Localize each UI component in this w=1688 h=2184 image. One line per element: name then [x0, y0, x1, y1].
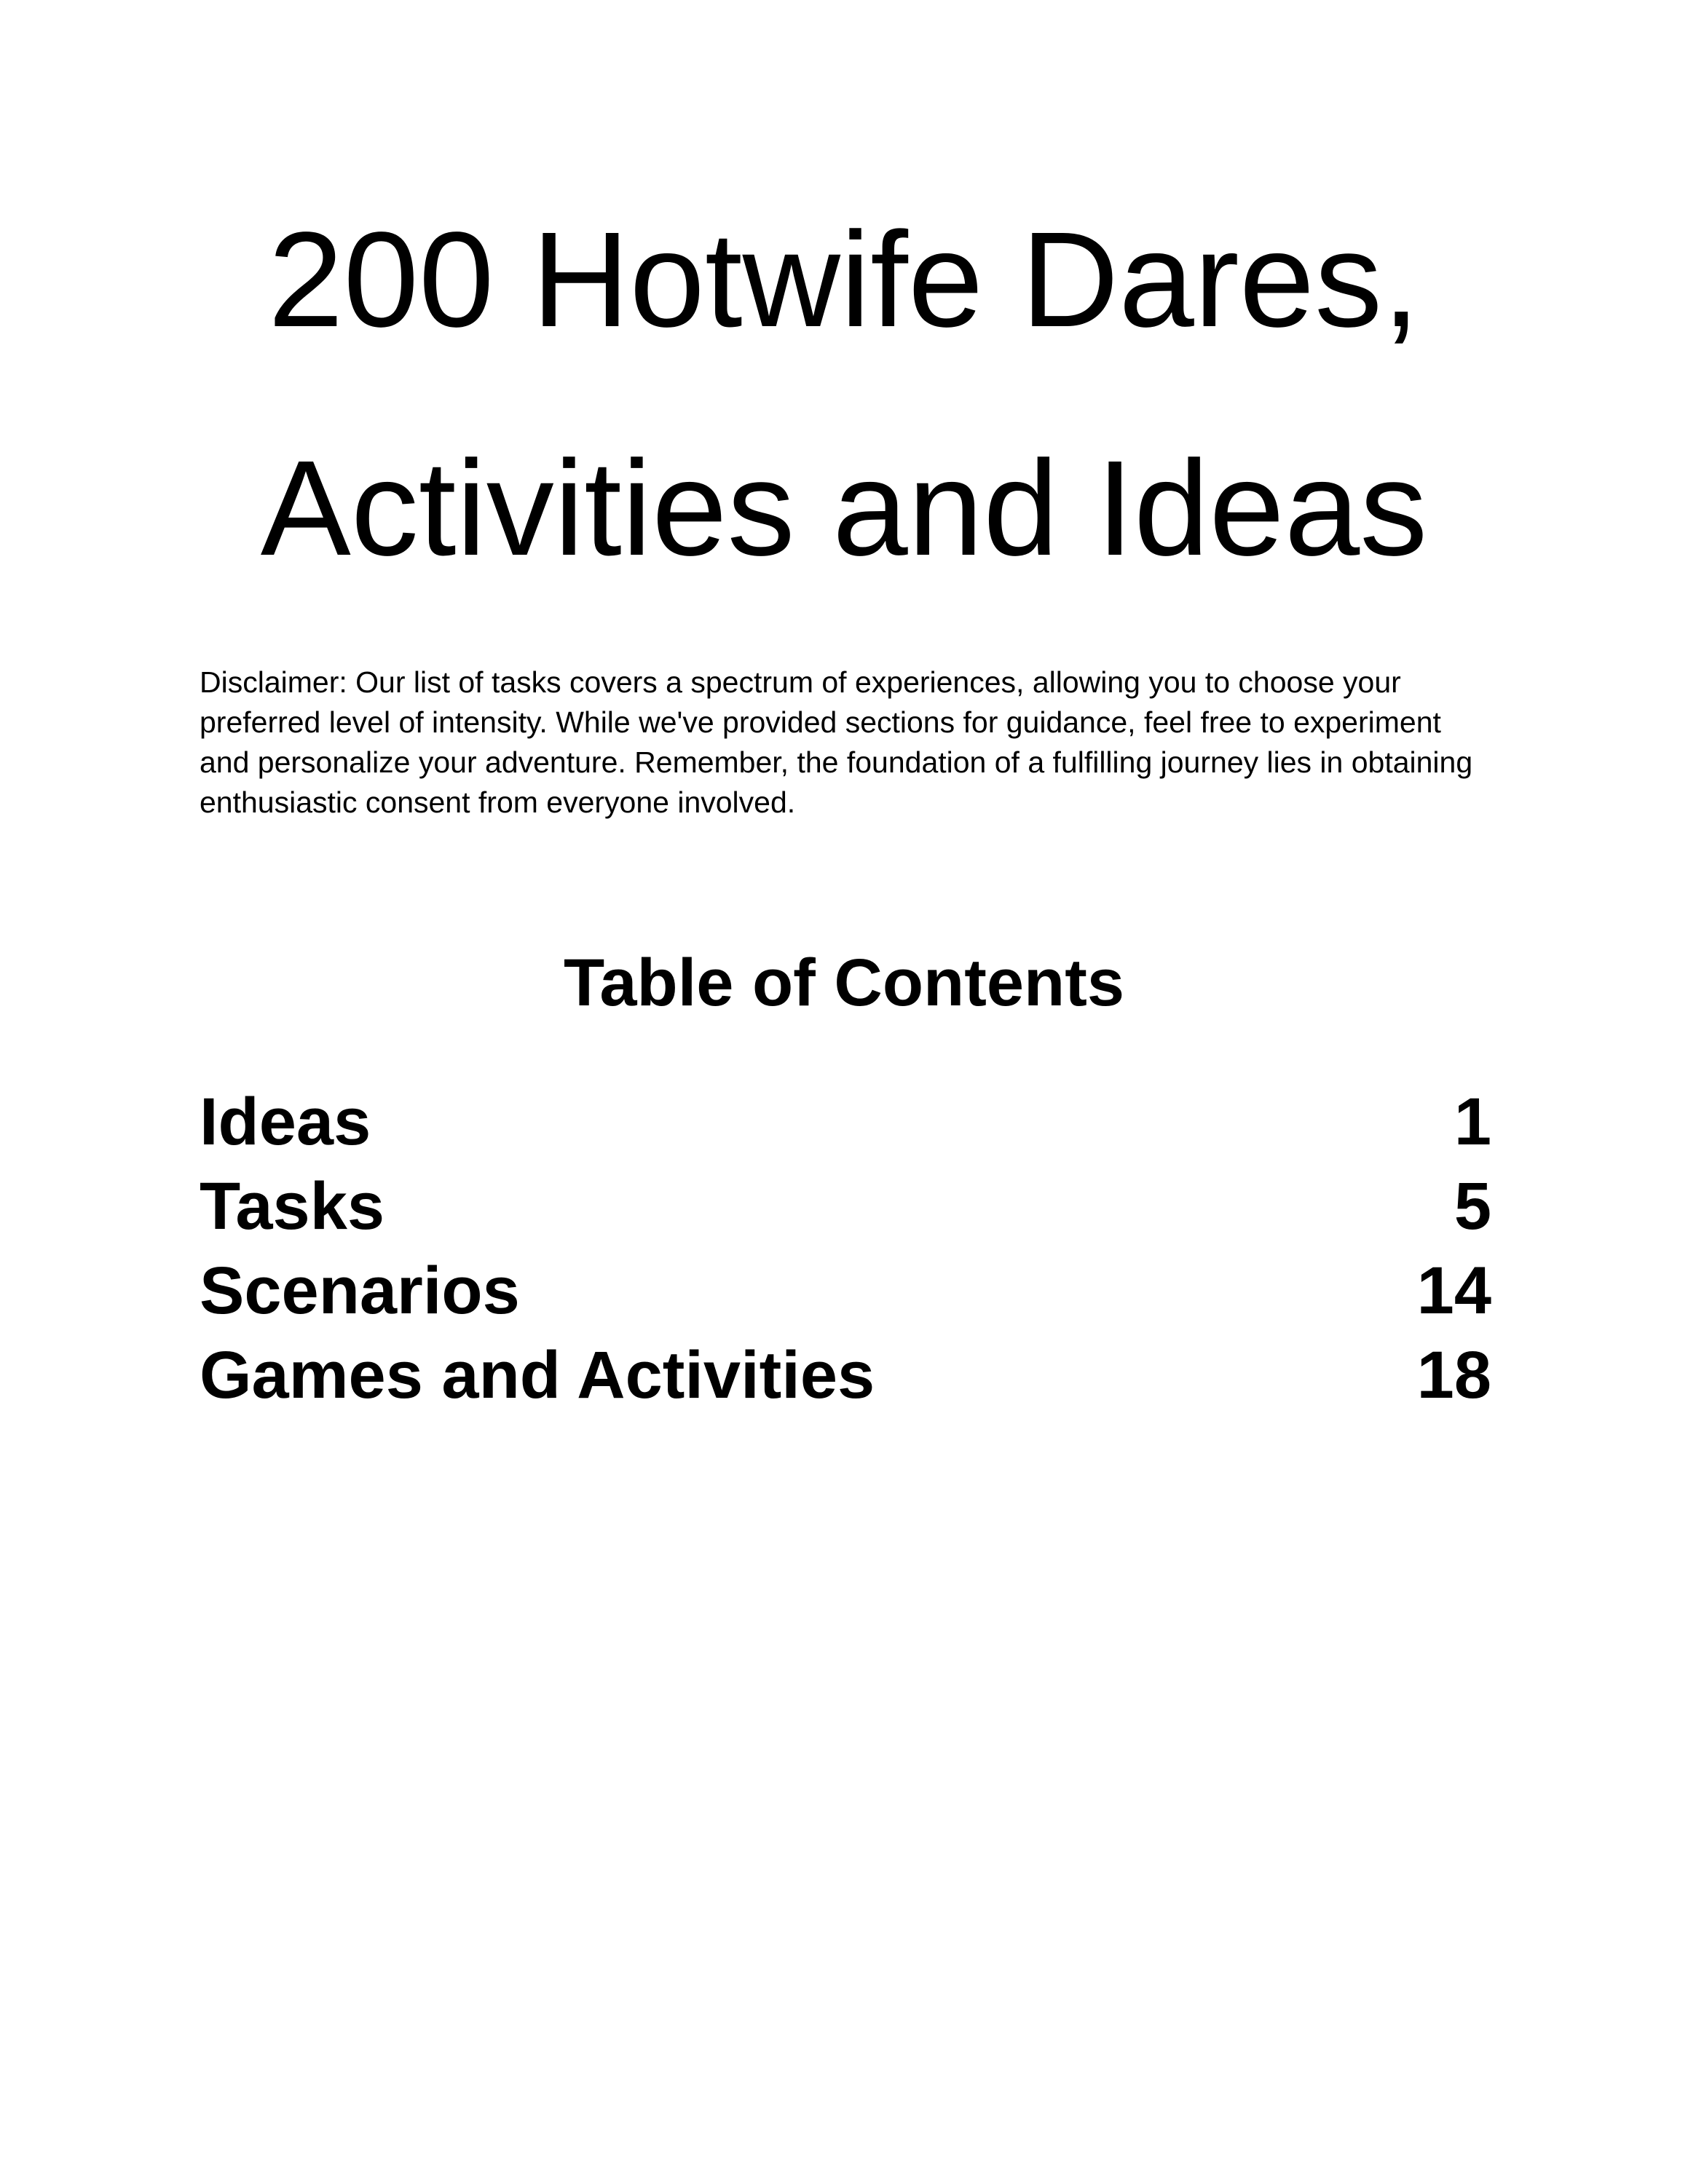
toc-heading: Table of Contents — [563, 946, 1125, 1020]
title-line-2: Activities and Ideas — [260, 433, 1428, 584]
toc-entry-ideas[interactable] — [200, 1080, 1491, 1164]
toc-entry-scenarios[interactable] — [200, 1249, 1491, 1333]
toc-entry-label: Scenarios — [200, 1254, 520, 1328]
toc-entry-label: Ideas — [200, 1085, 371, 1159]
toc-entry-games-and-activities[interactable] — [200, 1333, 1491, 1417]
toc-entry-label: Games and Activities — [200, 1338, 875, 1412]
toc-entry-page-number: 1 — [1454, 1085, 1491, 1159]
toc-entry-page-number: 5 — [1454, 1169, 1491, 1243]
title-line-1: 200 Hotwife Dares, — [268, 205, 1420, 355]
disclaimer-text: Disclaimer: Our list of tasks covers a spectrum of experiences, allowing you to choose your preferred level of intensity. While we've provided sections for guidance, feel free to experiment and personalize your adventure. Remember, the foundation of a fulfilling journey lies in obtaining enthusiastic consent from everyone involved. — [200, 665, 1473, 819]
table-of-contents — [200, 1080, 1491, 1417]
toc-entry-page-number: 18 — [1416, 1338, 1491, 1412]
toc-entry-tasks[interactable] — [200, 1164, 1491, 1249]
toc-entry-page-number: 14 — [1416, 1254, 1491, 1328]
toc-entry-label: Tasks — [200, 1169, 385, 1243]
